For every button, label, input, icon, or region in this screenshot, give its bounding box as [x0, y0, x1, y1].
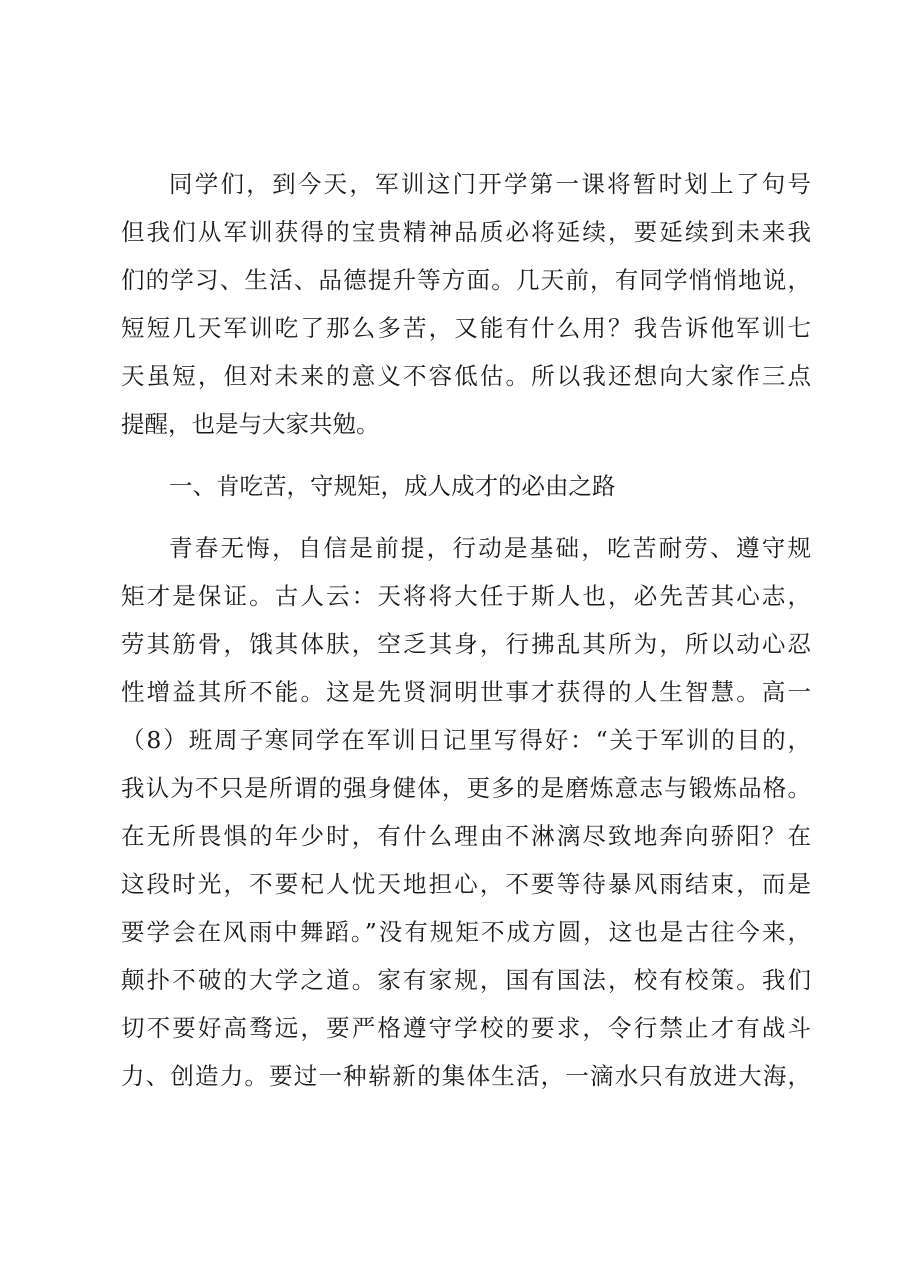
paragraph-line: 青春无悔，自信是前提，行动是基础，吃苦耐劳、遵守规 [169, 534, 811, 562]
paragraph-line: 我认为不只是所谓的强身健体，更多的是磨炼意志与锻炼品格。 [121, 774, 811, 802]
paragraph-line: 提醒，也是与大家共勉。 [121, 410, 380, 438]
paragraph-line: 矩才是保证。古人云：天将将大任于斯人也，必先苦其心志， [121, 582, 811, 610]
paragraph-line: 这段时光，不要杞人忧天地担心，不要等待暴风雨结束，而是 [121, 870, 811, 898]
paragraph-line: 要学会在风雨中舞蹈。”没有规矩不成方圆，这也是古往今来， [121, 918, 811, 946]
paragraph-line: 劳其筋骨，饿其体肤，空乏其身，行拂乱其所为，所以动心忍 [121, 630, 811, 658]
section-heading-text: 一、肯吃苦，守规矩，成人成才的必由之路 [169, 472, 616, 500]
paragraph-line: 在无所畏惧的年少时，有什么理由不淋漓尽致地奔向骄阳？在 [121, 822, 811, 850]
paragraph-line: 天虽短，但对未来的意义不容低估。所以我还想向大家作三点 [121, 362, 811, 390]
paragraph-line: （8）班周子寒同学在军训日记里写得好：“关于军训的目的， [121, 726, 811, 754]
paragraph-line: 颠扑不破的大学之道。家有家规，国有国法，校有校策。我们 [121, 966, 811, 994]
document-body [121, 160, 811, 1100]
paragraph-line: 短短几天军训吃了那么多苦，又能有什么用？我告诉他军训七 [121, 314, 811, 342]
paragraph-line: 但我们从军训获得的宝贵精神品质必将延续，要延续到未来我 [121, 218, 811, 246]
paragraph-line: 切不要好高骛远，要严格遵守学校的要求，令行禁止才有战斗 [121, 1014, 811, 1042]
paragraph-line: 性增益其所不能。这是先贤洞明世事才获得的人生智慧。高一 [121, 678, 811, 706]
paragraph-intro [121, 160, 811, 448]
paragraph-line: 同学们，到今天，军训这门开学第一课将暂时划上了句号 [169, 170, 811, 198]
paragraph-line: 力、创造力。要过一种崭新的集体生活，一滴水只有放进大海， [121, 1062, 811, 1090]
section-heading [121, 462, 811, 510]
paragraph-line: 们的学习、生活、品德提升等方面。几天前，有同学悄悄地说， [121, 266, 811, 294]
paragraph-body [121, 524, 811, 1100]
